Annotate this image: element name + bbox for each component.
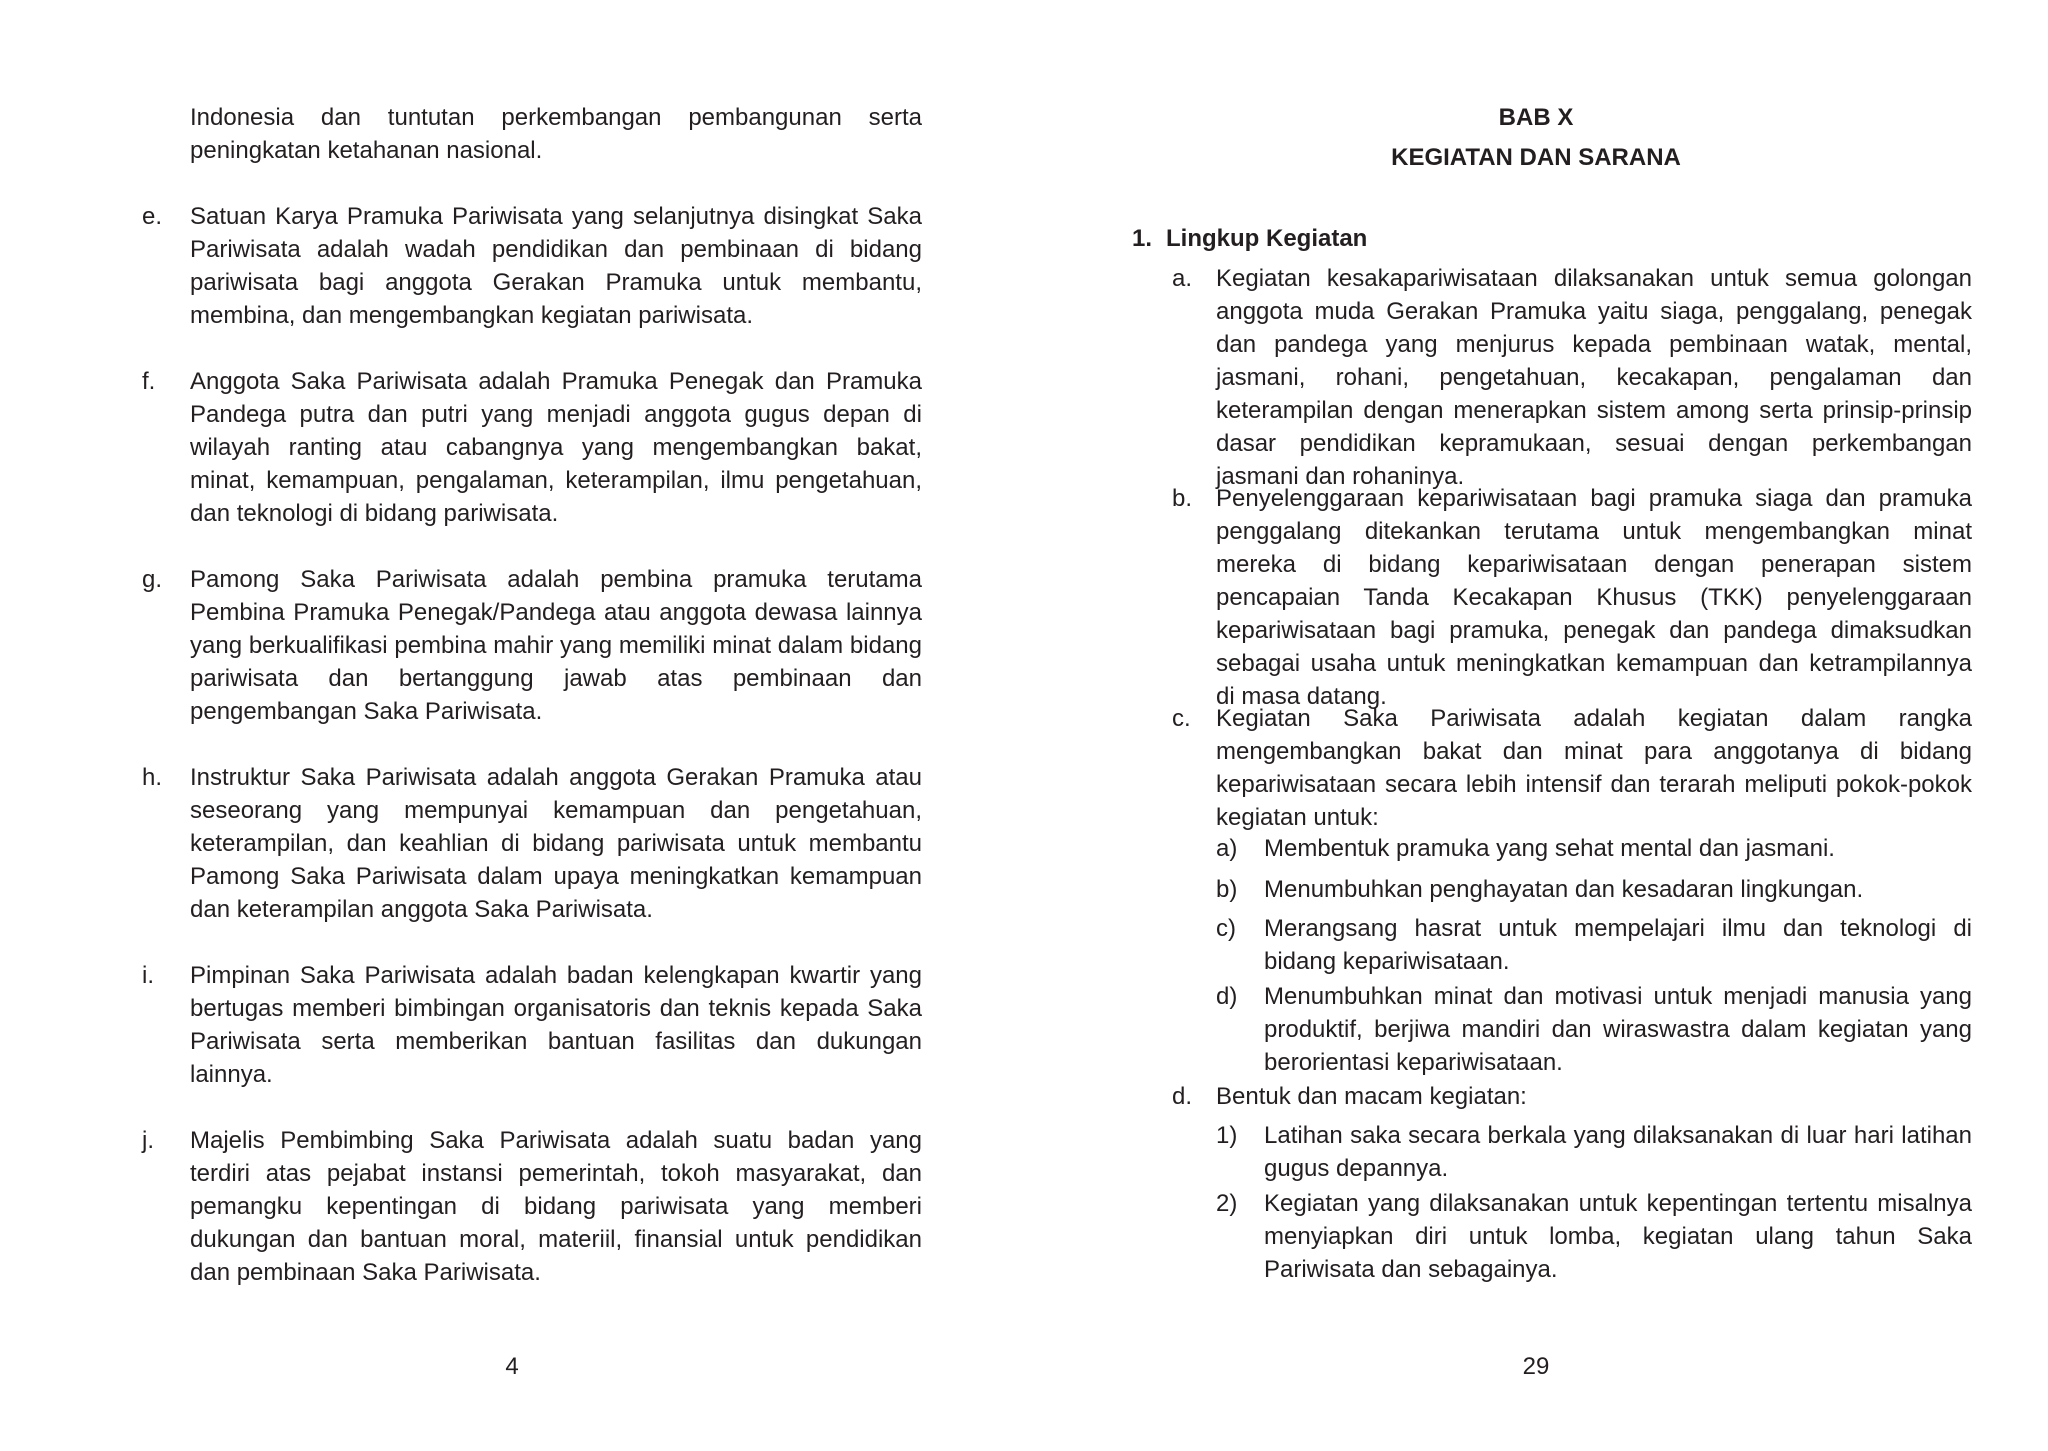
list-item-text: Penyelenggaraan kepariwisataan bagi pramuka siaga dan pramuka penggalang ditekankan terutama untuk mengembangkan minat mereka di bidang kepariwisataan dengan penerapan sistem pencapaian Tanda Kecakapan Khusus (TKK) penyelenggaraan kepariwisataan bagi pramuka, penegak dan pandega dimaksudkan sebagai usaha untuk meningkatkan kemampuan dan ketrampilannya di masa datang.	[1216, 485, 1972, 710]
list-item-c	[1172, 702, 1972, 834]
page-number: 4	[505, 1353, 519, 1380]
sub-item-d	[1216, 980, 1972, 1079]
sub-item-text: Kegiatan yang dilaksanakan untuk kepentingan tertentu misalnya menyiapkan diri untuk lomba, kegiatan ulang tahun Saka Pariwisata dan sebagainya.	[1264, 1190, 1972, 1283]
sub-item-label: 1)	[1216, 1122, 1238, 1149]
chapter-title: KEGIATAN DAN SARANA	[1391, 144, 1681, 171]
list-item-label: g.	[142, 566, 163, 593]
list-item-label: h.	[142, 764, 163, 791]
section-heading	[1132, 222, 1367, 255]
sub-item-label: c)	[1216, 915, 1236, 942]
sub-item-text: Merangsang hasrat untuk mempelajari ilmu dan teknologi di bidang kepariwisataan.	[1264, 915, 1972, 975]
list-item-i	[142, 959, 922, 1091]
list-item-text: Satuan Karya Pramuka Pariwisata yang selanjutnya disingkat Saka Pariwisata adalah wadah pendidikan dan pembinaan di bidang pariwisata bagi anggota Gerakan Pramuka untuk membantu, membina, dan mengembangkan kegiatan pariwisata.	[190, 203, 922, 329]
sub-item-text: Menumbuhkan penghayatan dan kesadaran lingkungan.	[1264, 876, 1864, 903]
list-item-g	[142, 563, 922, 728]
list-item-label: d.	[1172, 1083, 1193, 1110]
chapter-number: BAB X	[1498, 104, 1574, 131]
list-item-text: Anggota Saka Pariwisata adalah Pramuka Penegak dan Pramuka Pandega putra dan putri yang menjadi anggota gugus depan di wilayah ranting atau cabangnya yang mengembangkan bakat, minat, kemampuan, pengalaman, keterampilan, ilmu pengetahuan, dan teknologi di bidang pariwisata.	[190, 368, 922, 527]
sub-item-2	[1216, 1187, 1972, 1286]
sub-item-text: Membentuk pramuka yang sehat mental dan jasmani.	[1264, 835, 1835, 862]
sub-item-b	[1216, 873, 1972, 906]
sub-item-text: Menumbuhkan minat dan motivasi untuk menjadi manusia yang produktif, berjiwa mandiri dan wiraswastra dalam kegiatan yang berorientasi kepariwisataan.	[1264, 983, 1972, 1076]
list-item-text: Majelis Pembimbing Saka Pariwisata adalah suatu badan yang terdiri atas pejabat instansi pemerintah, tokoh masyarakat, dan pemangku kepentingan di bidang pariwisata yang memberi dukungan dan bantuan moral, materiil, finansial untuk pendidikan dan pembinaan Saka Pariwisata.	[190, 1127, 922, 1286]
list-item-text: Kegiatan Saka Pariwisata adalah kegiatan dalam rangka mengembangkan bakat dan minat para anggotanya di bidang kepariwisataan secara lebih intensif dan terarah meliputi pokok-pokok kegiatan untuk:	[1216, 705, 1972, 831]
section-title: Lingkup Kegiatan	[1166, 225, 1368, 252]
sub-item-label: b)	[1216, 876, 1238, 903]
list-item-h	[142, 761, 922, 926]
list-item-label: b.	[1172, 485, 1193, 512]
sub-item-a	[1216, 832, 1972, 865]
sub-item-1	[1216, 1119, 1972, 1185]
sub-item-text: Latihan saka secara berkala yang dilaksanakan di luar hari latihan gugus depannya.	[1264, 1122, 1972, 1182]
list-item-label: c.	[1172, 705, 1191, 732]
list-item-b	[1172, 482, 1972, 713]
list-item-e	[142, 200, 922, 332]
list-item-label: j.	[142, 1127, 154, 1154]
list-item-text: Instruktur Saka Pariwisata adalah anggota Gerakan Pramuka atau seseorang yang mempunyai kemampuan dan pengetahuan, keterampilan, dan keahlian di bidang pariwisata untuk membantu Pamong Saka Pariwisata dalam upaya meningkatkan kemampuan dan keterampilan anggota Saka Pariwisata.	[190, 764, 922, 923]
list-item-a	[1172, 262, 1972, 493]
list-item-d	[1172, 1080, 1972, 1113]
list-item-text: Bentuk dan macam kegiatan:	[1216, 1083, 1527, 1110]
list-item-j	[142, 1124, 922, 1289]
list-item-text: Pimpinan Saka Pariwisata adalah badan kelengkapan kwartir yang bertugas memberi bimbingan organisatoris dan teknis kepada Saka Pariwisata serta memberikan bantuan fasilitas dan dukungan lainnya.	[190, 962, 922, 1088]
right-page	[1024, 0, 2048, 1451]
list-item-label: f.	[142, 368, 156, 395]
list-item-label: e.	[142, 203, 163, 230]
list-item-label: i.	[142, 962, 154, 989]
section-number: 1.	[1132, 225, 1153, 252]
sub-item-label: a)	[1216, 835, 1238, 862]
continuation-text: Indonesia dan tuntutan perkembangan pembangunan serta peningkatan ketahanan nasional.	[190, 104, 922, 164]
list-item-f	[142, 365, 922, 530]
list-item-label: a.	[1172, 265, 1193, 292]
sub-item-label: 2)	[1216, 1190, 1238, 1217]
list-item-text: Pamong Saka Pariwisata adalah pembina pramuka terutama Pembina Pramuka Penegak/Pandega atau anggota dewasa lainnya yang berkualifikasi pembina mahir yang memiliki minat dalam bidang pariwisata dan bertanggung jawab atas pembinaan dan pengembangan Saka Pariwisata.	[190, 566, 922, 725]
list-item-text: Kegiatan kesakapariwisataan dilaksanakan untuk semua golongan anggota muda Gerakan Pramuka yaitu siaga, penggalang, penegak dan pandega yang menjurus kepada pembinaan watak, mental, jasmani, rohani, pengetahuan, kecakapan, pengalaman dan keterampilan dengan menerapkan sistem among serta prinsip-prinsip dasar pendidikan kepramukaan, sesuai dengan perkembangan jasmani dan rohaninya.	[1216, 265, 1972, 490]
sub-item-label: d)	[1216, 983, 1238, 1010]
page-number: 29	[1522, 1353, 1550, 1380]
sub-item-c	[1216, 912, 1972, 978]
